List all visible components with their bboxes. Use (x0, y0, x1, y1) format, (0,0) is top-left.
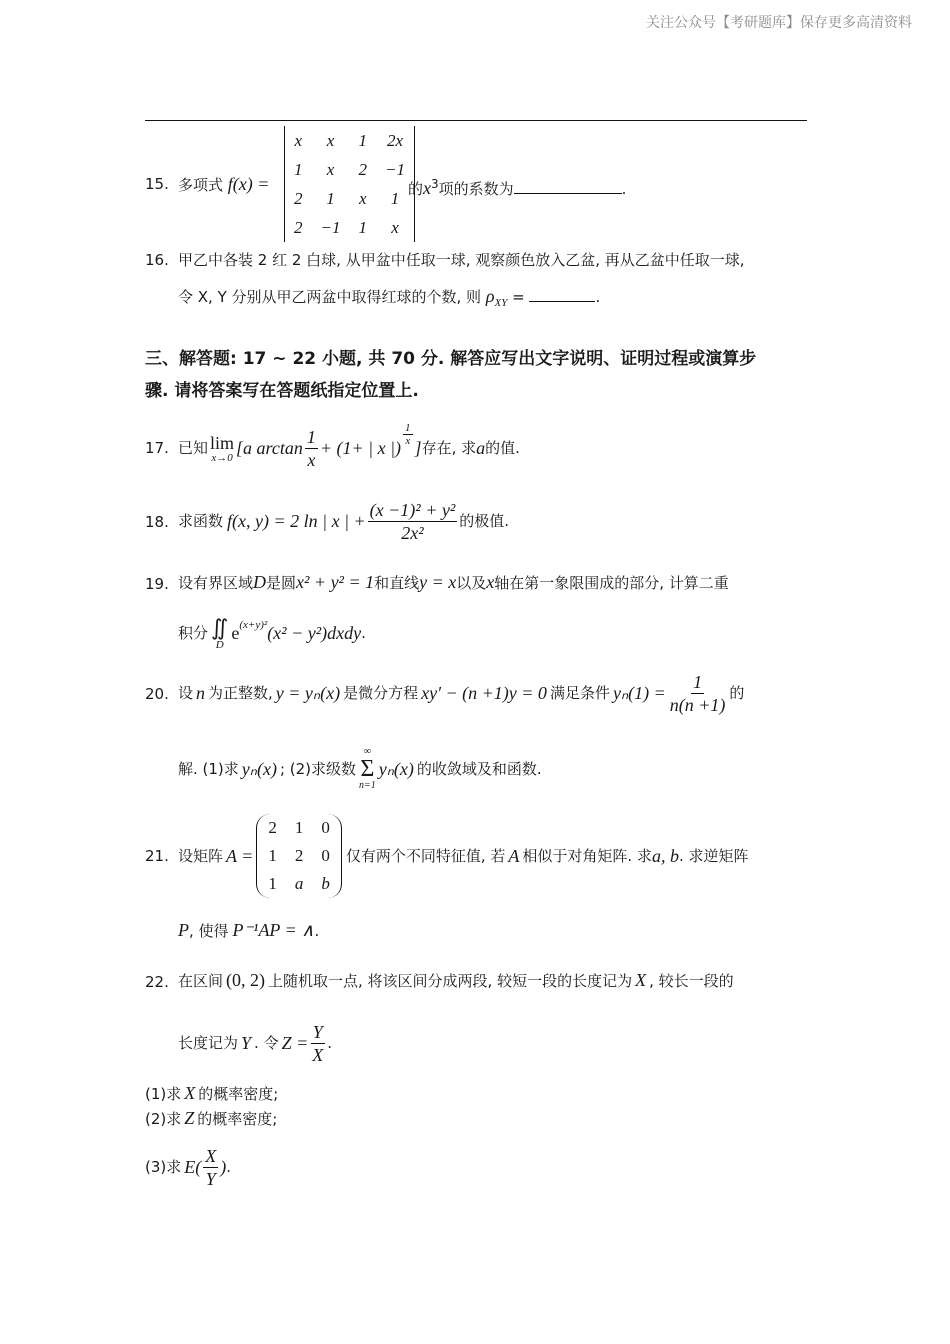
q19-line2: 积分 ∬ D e (x+y)² (x² − y²)dxdy . (178, 614, 366, 651)
q16-line2: 令 X, Y 分别从甲乙两盆中取得红球的个数, 则 $\rho_{XY}$ = . (178, 286, 601, 309)
q21-line2: P, 使得 P⁻¹AP = ∧. (178, 920, 320, 940)
q20-line2: 解. (1)求 yₙ(x) ; (2)求级数 ∞ Σ n=1 yₙ(x) 的收敛域及和函数. (178, 746, 542, 791)
q21-number: 21. (145, 847, 169, 865)
q16-line1: 甲乙中各装 2 红 2 白球, 从甲盆中任取一球, 观察颜色放入乙盆, 再从乙盆中任取一球, (178, 251, 745, 269)
q22-sub1: (1)求 X 的概率密度; (145, 1083, 279, 1103)
q20-line1: 设 n 为正整数, y = yₙ(x) 是微分方程 xy′ − (n +1)y = 0 满足条件 yₙ(1) = $\frac{1}{n(n +1)}$ 的 (178, 671, 745, 715)
q22-sub2: (2)求 Z 的概率密度; (145, 1108, 278, 1128)
header-rule (145, 120, 807, 121)
section-3-heading-line1: 三、解答题: 17 ~ 22 小题, 共 70 分. 解答应写出文字说明、证明过程或演算步 (145, 349, 757, 369)
q21-matrix: 2 1 0 1 2 0 1 a b (256, 814, 342, 898)
section-3-heading-line2: 骤. 请将答案写在答题纸指定位置上. (145, 381, 419, 401)
q16-answer-blank[interactable] (529, 301, 595, 302)
q17-number: 17. (145, 439, 169, 457)
q22-number: 22. (145, 973, 169, 991)
q21-line1: 设矩阵 A = 2 1 0 1 2 0 1 a b 仅有两个不同特征值, 若 A 相似于对角矩阵. 求 a, b . 求逆矩阵 (178, 814, 748, 898)
q22-line1: 在区间 (0, 2) 上随机取一点, 将该区间分成两段, 较短一段的长度记为 X , 较长一段的 (178, 970, 734, 990)
q19-number: 19. (145, 575, 169, 593)
q15-answer-blank[interactable] (514, 193, 622, 194)
q16-number: 16. (145, 251, 169, 269)
q22-sub3: (3)求 E( $\frac{X}{Y}$ ) . (145, 1145, 232, 1189)
q15-determinant: x x 1 2x 1 x 2 −1 2 1 x 1 2 −1 1 x (284, 126, 415, 242)
q22-line2: 长度记为 Y . 令 Z = $\frac{Y}{X}$ . (178, 1021, 333, 1065)
q20-number: 20. (145, 685, 169, 703)
q18-text: 求函数 f(x, y) = 2 ln | x | + $\frac{\text{(x −1)² + y²}}{\text{2x²}}$ 的极值. (178, 499, 510, 543)
q15-number: 15. (145, 175, 169, 193)
q17-text: 已知 lim x→0 [a arctan $\frac{1}{x}$ + (1+ | x |) $\frac{1}{x}$ ] 存在, 求 a 的值. (178, 421, 520, 470)
q15-text: 多项式 f(x) = (178, 174, 270, 194)
q19-line1: 设有界区域D是圆x² + y² = 1和直线y = x以及x轴在第一象限围成的部分, 计算二重 (178, 572, 729, 592)
watermark: 关注公众号【考研题库】保存更多高清资料 (646, 15, 912, 31)
q18-number: 18. (145, 513, 169, 531)
q15-tail: 的$x^3$项的系数为 . (408, 177, 627, 198)
